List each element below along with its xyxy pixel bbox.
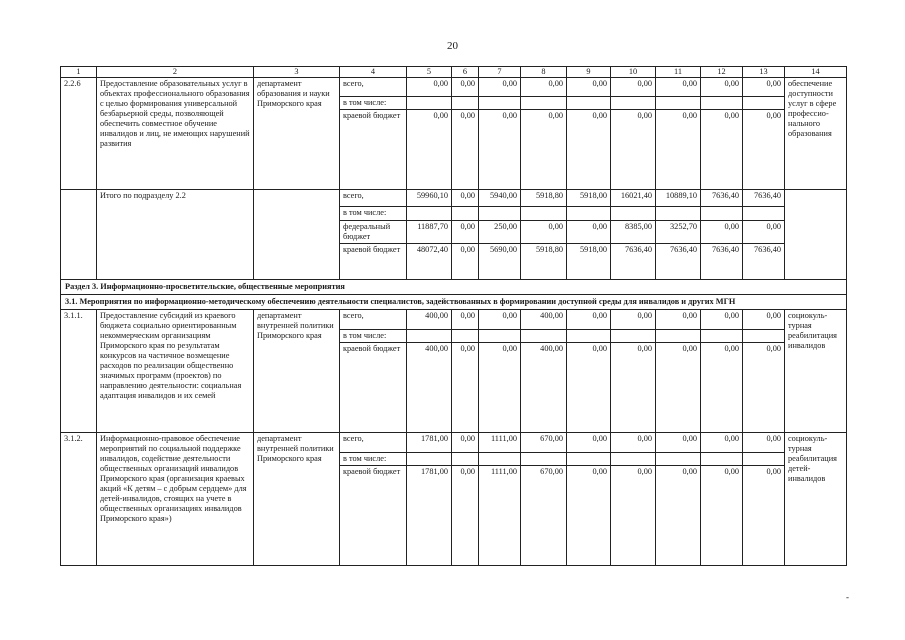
col-header: 11 [656,67,701,78]
expected-result: обеспечение доступности услуг в сфере профессио-нального образования [785,78,847,190]
value-cell: 0,00 [567,343,611,433]
executor: департамент внутренней политики Приморского края [254,310,340,433]
col-header: 7 [479,67,521,78]
value-cell: 0,00 [656,310,701,330]
funding-source: краевой бюджет [340,343,407,433]
value-cell: 0,00 [701,310,743,330]
value-cell: 0,00 [656,110,701,190]
value-cell: 0,00 [452,221,479,244]
value-cell: 7636,40 [743,190,785,207]
value-cell: 8385,00 [611,221,656,244]
table-row [61,433,847,453]
col-header: 5 [407,67,452,78]
value-cell: 7636,40 [743,244,785,280]
value-cell: 0,00 [452,110,479,190]
value-cell: 7636,40 [701,244,743,280]
value-cell: 5940,00 [479,190,521,207]
col-header: 3 [254,67,340,78]
funding-source: краевой бюджет [340,110,407,190]
row-number: 2.2.6 [61,78,97,190]
section-row [61,280,847,295]
value-cell: 0,00 [479,78,521,97]
col-header: 4 [340,67,407,78]
value-cell: 1781,00 [407,466,452,566]
value-cell: 7636,40 [656,244,701,280]
value-cell: 0,00 [567,78,611,97]
value-cell: 0,00 [521,110,567,190]
value-cell: 0,00 [611,110,656,190]
value-cell: 7636,40 [701,190,743,207]
value-cell: 0,00 [656,433,701,453]
col-header: 13 [743,67,785,78]
value-cell: 0,00 [567,433,611,453]
funding-source: всего, [340,190,407,207]
value-cell: 0,00 [567,466,611,566]
value-cell: 0,00 [407,78,452,97]
funding-source: краевой бюджет [340,244,407,280]
col-header: 10 [611,67,656,78]
value-cell: 0,00 [611,343,656,433]
funding-source: всего, [340,433,407,453]
footer-mark: - [846,592,849,602]
value-cell: 5918,00 [567,190,611,207]
value-cell: 1781,00 [407,433,452,453]
value-cell: 16021,40 [611,190,656,207]
value-cell: 400,00 [521,343,567,433]
value-cell: 400,00 [521,310,567,330]
value-cell: 0,00 [701,78,743,97]
value-cell: 0,00 [407,110,452,190]
col-header: 9 [567,67,611,78]
value-cell: 0,00 [479,310,521,330]
value-cell: 670,00 [521,466,567,566]
value-cell: 0,00 [452,433,479,453]
table-row [61,190,847,207]
value-cell: 11887,70 [407,221,452,244]
executor: департамент образования и науки Приморского края [254,78,340,190]
value-cell: 5690,00 [479,244,521,280]
value-cell: 0,00 [743,466,785,566]
value-cell: 0,00 [701,343,743,433]
value-cell: 0,00 [479,110,521,190]
value-cell: 0,00 [452,310,479,330]
row-number: 3.1.1. [61,310,97,433]
value-cell: 59960,10 [407,190,452,207]
value-cell: 10889,10 [656,190,701,207]
col-header: 14 [785,67,847,78]
col-header: 8 [521,67,567,78]
measure-name: Информационно-правовое обеспечение мероприятий по социальной поддержке инвалидов, содействие деятельности общественных организаций инвалидов Приморского края (организация краевых акций «К детям – с добрым сердцем» для детей-инвалидов, стоящих на учете в общественных организациях инвалидов Приморского края») [97,433,254,566]
funding-source: всего, [340,310,407,330]
col-header: 12 [701,67,743,78]
value-cell: 400,00 [407,343,452,433]
value-cell: 0,00 [479,343,521,433]
row-number: 3.1.2. [61,433,97,566]
measure-name: Предоставление образовательных услуг в объектах профессионального образования с целью формирования универсальной безбарьерной среды, позволяющей обеспечить совместное обучение инвалидов и лиц, не имеющих нарушений развития [97,78,254,190]
page-number: 20 [447,40,458,52]
value-cell: 0,00 [743,310,785,330]
value-cell: 48072,40 [407,244,452,280]
value-cell: 0,00 [567,110,611,190]
value-cell: 0,00 [452,190,479,207]
funding-source: в том числе: [340,453,407,466]
funding-source: всего, [340,78,407,97]
value-cell: 0,00 [743,221,785,244]
value-cell: 0,00 [567,221,611,244]
funding-source: в том числе: [340,207,407,221]
value-cell: 0,00 [521,78,567,97]
funding-source: в том числе: [340,330,407,343]
value-cell: 0,00 [611,466,656,566]
value-cell: 0,00 [743,78,785,97]
funding-source: краевой бюджет [340,466,407,566]
value-cell: 0,00 [701,466,743,566]
col-header: 2 [97,67,254,78]
value-cell: 0,00 [521,221,567,244]
value-cell: 0,00 [701,221,743,244]
subsection-heading: 3.1. Мероприятия по информационно-методическому обеспечению деятельности специалистов, задействованных в формировании доступной среды для инвалидов и других МГН [61,295,847,310]
value-cell: 0,00 [452,78,479,97]
value-cell: 0,00 [567,310,611,330]
executor: департамент внутренней политики Приморского края [254,433,340,566]
value-cell: 0,00 [611,433,656,453]
value-cell: 400,00 [407,310,452,330]
table-row [61,78,847,97]
measure-name: Предоставление субсидий из краевого бюджета социально ориентированным некоммерческим организациям Приморского края по результатам конкурсов на частичное возмещение расходов по реализации общественно значимых программ (проектов) по направлению деятельности: социальная адаптация инвалидов и их семей [97,310,254,433]
value-cell: 5918,80 [521,190,567,207]
value-cell: 5918,00 [567,244,611,280]
funding-source: в том числе: [340,97,407,110]
value-cell: 0,00 [656,78,701,97]
subsection-row [61,295,847,310]
value-cell: 250,00 [479,221,521,244]
value-cell: 0,00 [452,244,479,280]
value-cell: 3252,70 [656,221,701,244]
value-cell: 0,00 [701,110,743,190]
value-cell: 1111,00 [479,433,521,453]
subtotal-label: Итого по подразделу 2.2 [97,190,254,280]
expected-result: социокуль-турная реабилитация детей-инвалидов [785,433,847,566]
header-row [61,67,847,78]
table-row [61,310,847,330]
funding-source: федеральный бюджет [340,221,407,244]
value-cell: 1111,00 [479,466,521,566]
value-cell: 0,00 [611,78,656,97]
value-cell: 0,00 [701,433,743,453]
value-cell: 0,00 [452,343,479,433]
value-cell: 0,00 [743,343,785,433]
value-cell: 5918,80 [521,244,567,280]
value-cell: 670,00 [521,433,567,453]
col-header: 1 [61,67,97,78]
value-cell: 0,00 [743,110,785,190]
value-cell: 0,00 [656,343,701,433]
program-table [60,66,847,566]
value-cell: 0,00 [452,466,479,566]
value-cell: 0,00 [611,310,656,330]
value-cell: 7636,40 [611,244,656,280]
section-heading: Раздел 3. Информационно-просветительские, общественные мероприятия [61,280,847,295]
value-cell: 0,00 [743,433,785,453]
expected-result: социокуль-турная реабилитация инвалидов [785,310,847,433]
value-cell: 0,00 [656,466,701,566]
col-header: 6 [452,67,479,78]
